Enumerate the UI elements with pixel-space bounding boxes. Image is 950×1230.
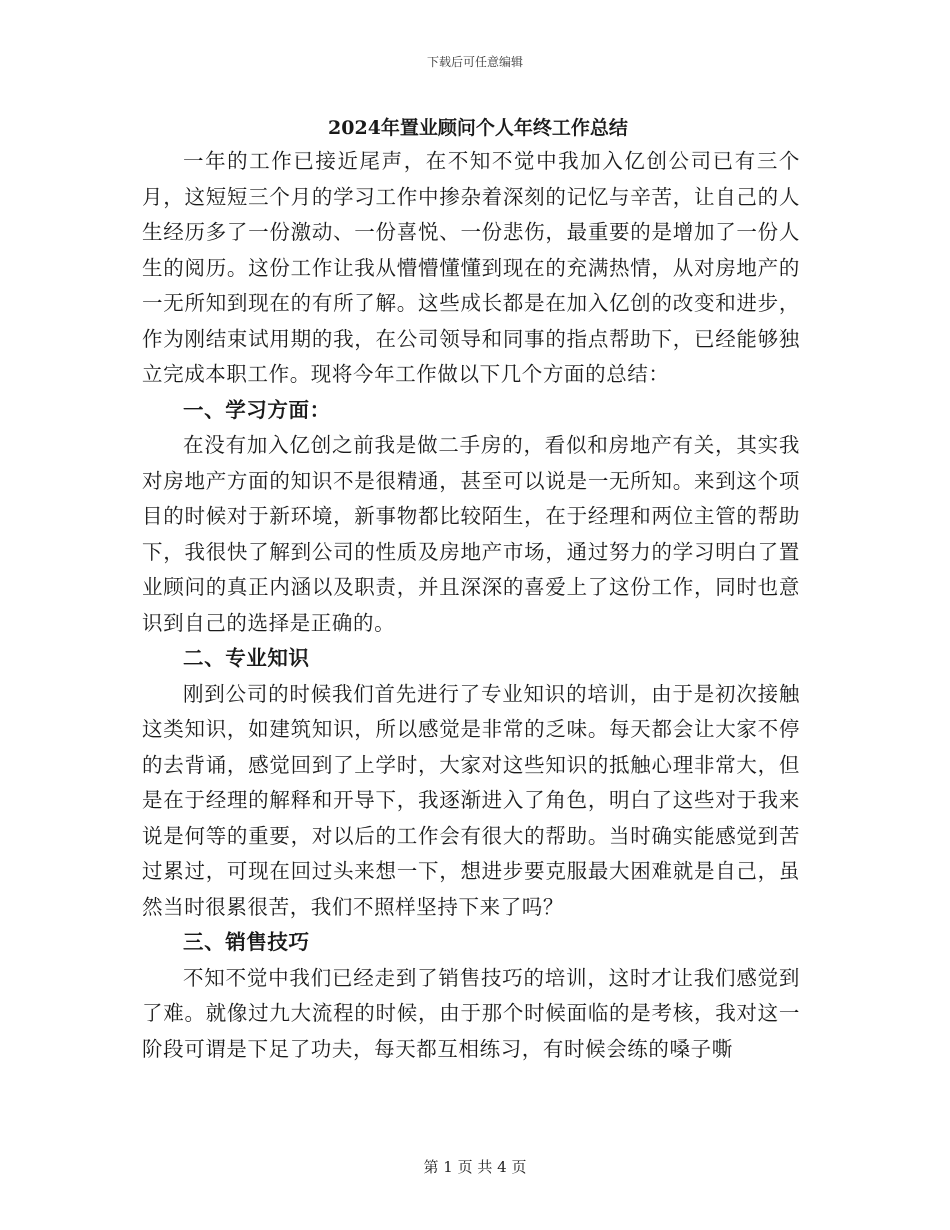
section-heading-study: 一、学习方面： (183, 397, 331, 422)
section-body-study: 在没有加入亿创之前我是做二手房的，看似和房地产有关，其实我对房地产方面的知识不是很精通，甚至可以说是一无所知。来到这个项目的时候对于新环境，新事物都比较陌生，在于经理和两位主管的帮助下，我很快了解到公司的性质及房地产市场，通过努力的学习明白了置业顾问的真正内涵以及职责，并且深深的喜爱上了这份工作，同时也意识到自己的选择是正确的。 (142, 433, 800, 635)
section-body-sales: 不知不觉中我们已经走到了销售技巧的培训，这时才让我们感觉到了难。就像过九大流程的时候，由于那个时候面临的是考核，我对这一阶段可谓是下足了功夫，每天都互相练习，有时候会练的嗓子嘶 (142, 965, 800, 1061)
document-body (142, 112, 800, 1067)
page-header-note: 下载后可任意编辑 (426, 55, 523, 69)
section-heading-knowledge: 二、专业知识 (183, 646, 310, 670)
section-heading-sales: 三、销售技巧 (183, 930, 310, 954)
intro-paragraph: 一年的工作已接近尾声，在不知不觉中我加入亿创公司已有三个月，这短短三个月的学习工作中掺杂着深刻的记忆与辛苦，让自己的人生经历多了一份激动、一份喜悦、一份悲伤，最重要的是增加了一份人生的阅历。这份工作让我从懵懵懂懂到现在的充满热情，从对房地产的一无所知到现在的有所了解。这些成长都是在加入亿创的改变和进步，作为刚结束试用期的我，在公司领导和同事的指点帮助下，已经能够独立完成本职工作。现将今年工作做以下几个方面的总结： (142, 149, 800, 386)
section-body-knowledge: 刚到公司的时候我们首先进行了专业知识的培训，由于是初次接触这类知识，如建筑知识，所以感觉是非常的乏味。每天都会让大家不停的去背诵，感觉回到了上学时，大家对这些知识的抵触心理非常大，但是在于经理的解释和开导下，我逐渐进入了角色，明白了这些对于我来说是何等的重要，对以后的工作会有很大的帮助。当时确实能感觉到苦过累过，可现在回过头来想一下，想进步要克服最大困难就是自己，虽然当时很累很苦，我们不照样坚持下来了吗？ (142, 681, 800, 919)
page-number: 第 1 页 共 4 页 (423, 1158, 527, 1176)
document-title: 2024年置业顾问个人年终工作总结 (328, 117, 628, 139)
